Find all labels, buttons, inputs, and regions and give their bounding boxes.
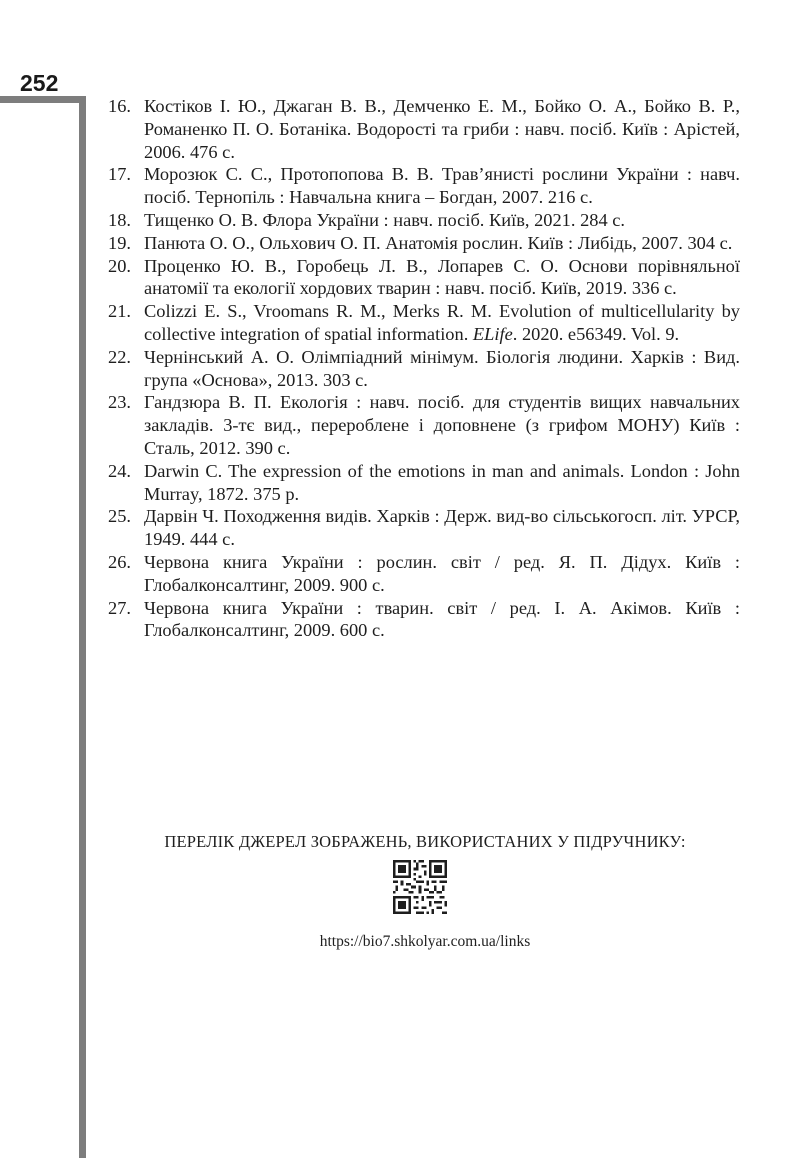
reference-text: Гандзюра В. П. Екологія : навч. посіб. для студентів вищих навчальних закладів. 3-тє вид., перероблене і доповнене (з грифом МОНУ) Київ : Сталь, 2012. 390 с. bbox=[144, 392, 740, 458]
reference-number: 26. bbox=[108, 551, 131, 572]
reference-number: 24. bbox=[108, 460, 131, 481]
journal-title: ELife bbox=[472, 323, 513, 344]
reference-text: Червона книга України : тварин. світ / ред. І. А. Акімов. Київ : Глобалконсалтинг, 2009. 600 с. bbox=[144, 597, 740, 641]
reference-text-main: Colizzi E. S., Vroomans R. M., Merks R. M. Evolution of multicellularity by collective integration of spatial information. bbox=[144, 301, 740, 344]
reference-text: Тищенко О. В. Флора України : навч. посіб. Київ, 2021. 284 с. bbox=[144, 209, 626, 230]
reference-item-21 bbox=[108, 300, 740, 346]
reference-number: 20. bbox=[108, 255, 131, 276]
reference-text: Чернінський А. О. Олімпіадний мінімум. Біологія людини. Харків : Вид. група «Основа», 2013. 303 с. bbox=[144, 346, 740, 390]
reference-number: 23. bbox=[108, 392, 131, 413]
reference-text: Дарвін Ч. Походження видів. Харків : Держ. вид-во сільськогосп. літ. УРСР, 1949. 444 с. bbox=[144, 506, 740, 550]
qr-code-icon bbox=[393, 860, 447, 914]
reference-item-16 bbox=[108, 95, 740, 163]
reference-text bbox=[144, 300, 740, 346]
reference-text: Проценко Ю. В., Горобець Л. В., Лопарев С. О. Основи порівняльної анатомії та екології хордових тварин : навч. посіб. Київ, 2019. 336 с. bbox=[144, 255, 740, 299]
reference-item-26 bbox=[108, 551, 740, 597]
reference-text-tail: . 2020. e56349. Vol. 9. bbox=[512, 323, 680, 344]
page-number: 252 bbox=[20, 70, 59, 96]
reference-item-20 bbox=[108, 255, 740, 301]
reference-item-25 bbox=[108, 505, 740, 551]
reference-item-24 bbox=[108, 460, 740, 506]
sources-heading: ПЕРЕЛІК ДЖЕРЕЛ ЗОБРАЖЕНЬ, ВИКОРИСТАНИХ У ПІДРУЧНИКУ: bbox=[164, 832, 686, 851]
reference-text: Darwin C. The expression of the emotions in man and animals. London : John Murray, 1872. 375 p. bbox=[144, 460, 740, 504]
reference-text: Панюта О. О., Ольхович О. П. Анатомія рослин. Київ : Либідь, 2007. 304 с. bbox=[144, 232, 733, 253]
reference-number: 16. bbox=[108, 96, 131, 116]
reference-list bbox=[108, 95, 740, 642]
reference-item-23 bbox=[108, 391, 740, 459]
reference-item-22 bbox=[108, 346, 740, 392]
reference-number: 19. bbox=[108, 232, 131, 253]
reference-number: 25. bbox=[108, 506, 131, 527]
reference-item-27 bbox=[108, 597, 740, 643]
reference-number: 18. bbox=[108, 209, 131, 230]
margin-rule-vertical bbox=[79, 96, 86, 1158]
margin-rule-horizontal bbox=[0, 96, 86, 103]
reference-item-17 bbox=[108, 163, 740, 209]
reference-text: Морозюк С. С., Протопопова В. В. Трав’янисті рослини України : навч. посіб. Тернопіль : Навчальна книга – Богдан, 2007. 216 с. bbox=[144, 164, 740, 208]
reference-text: Червона книга України : рослин. світ / ред. Я. П. Дідух. Київ : Глобалконсалтинг, 2009. 900 с. bbox=[144, 551, 740, 595]
reference-number: 21. bbox=[108, 301, 131, 322]
reference-text: Костіков І. Ю., Джаган В. В., Демченко Е. М., Бойко О. А., Бойко В. Р., Романенко П. О. Ботаніка. Водорості та гриби : навч. посіб. Київ : Арістей, 2006. 476 с. bbox=[144, 96, 740, 162]
reference-item-18 bbox=[108, 209, 740, 232]
reference-number: 22. bbox=[108, 346, 131, 367]
reference-number: 27. bbox=[108, 597, 131, 618]
sources-link[interactable]: https://bio7.shkolyar.com.ua/links bbox=[319, 933, 531, 950]
reference-item-19 bbox=[108, 232, 740, 255]
reference-number: 17. bbox=[108, 164, 131, 185]
